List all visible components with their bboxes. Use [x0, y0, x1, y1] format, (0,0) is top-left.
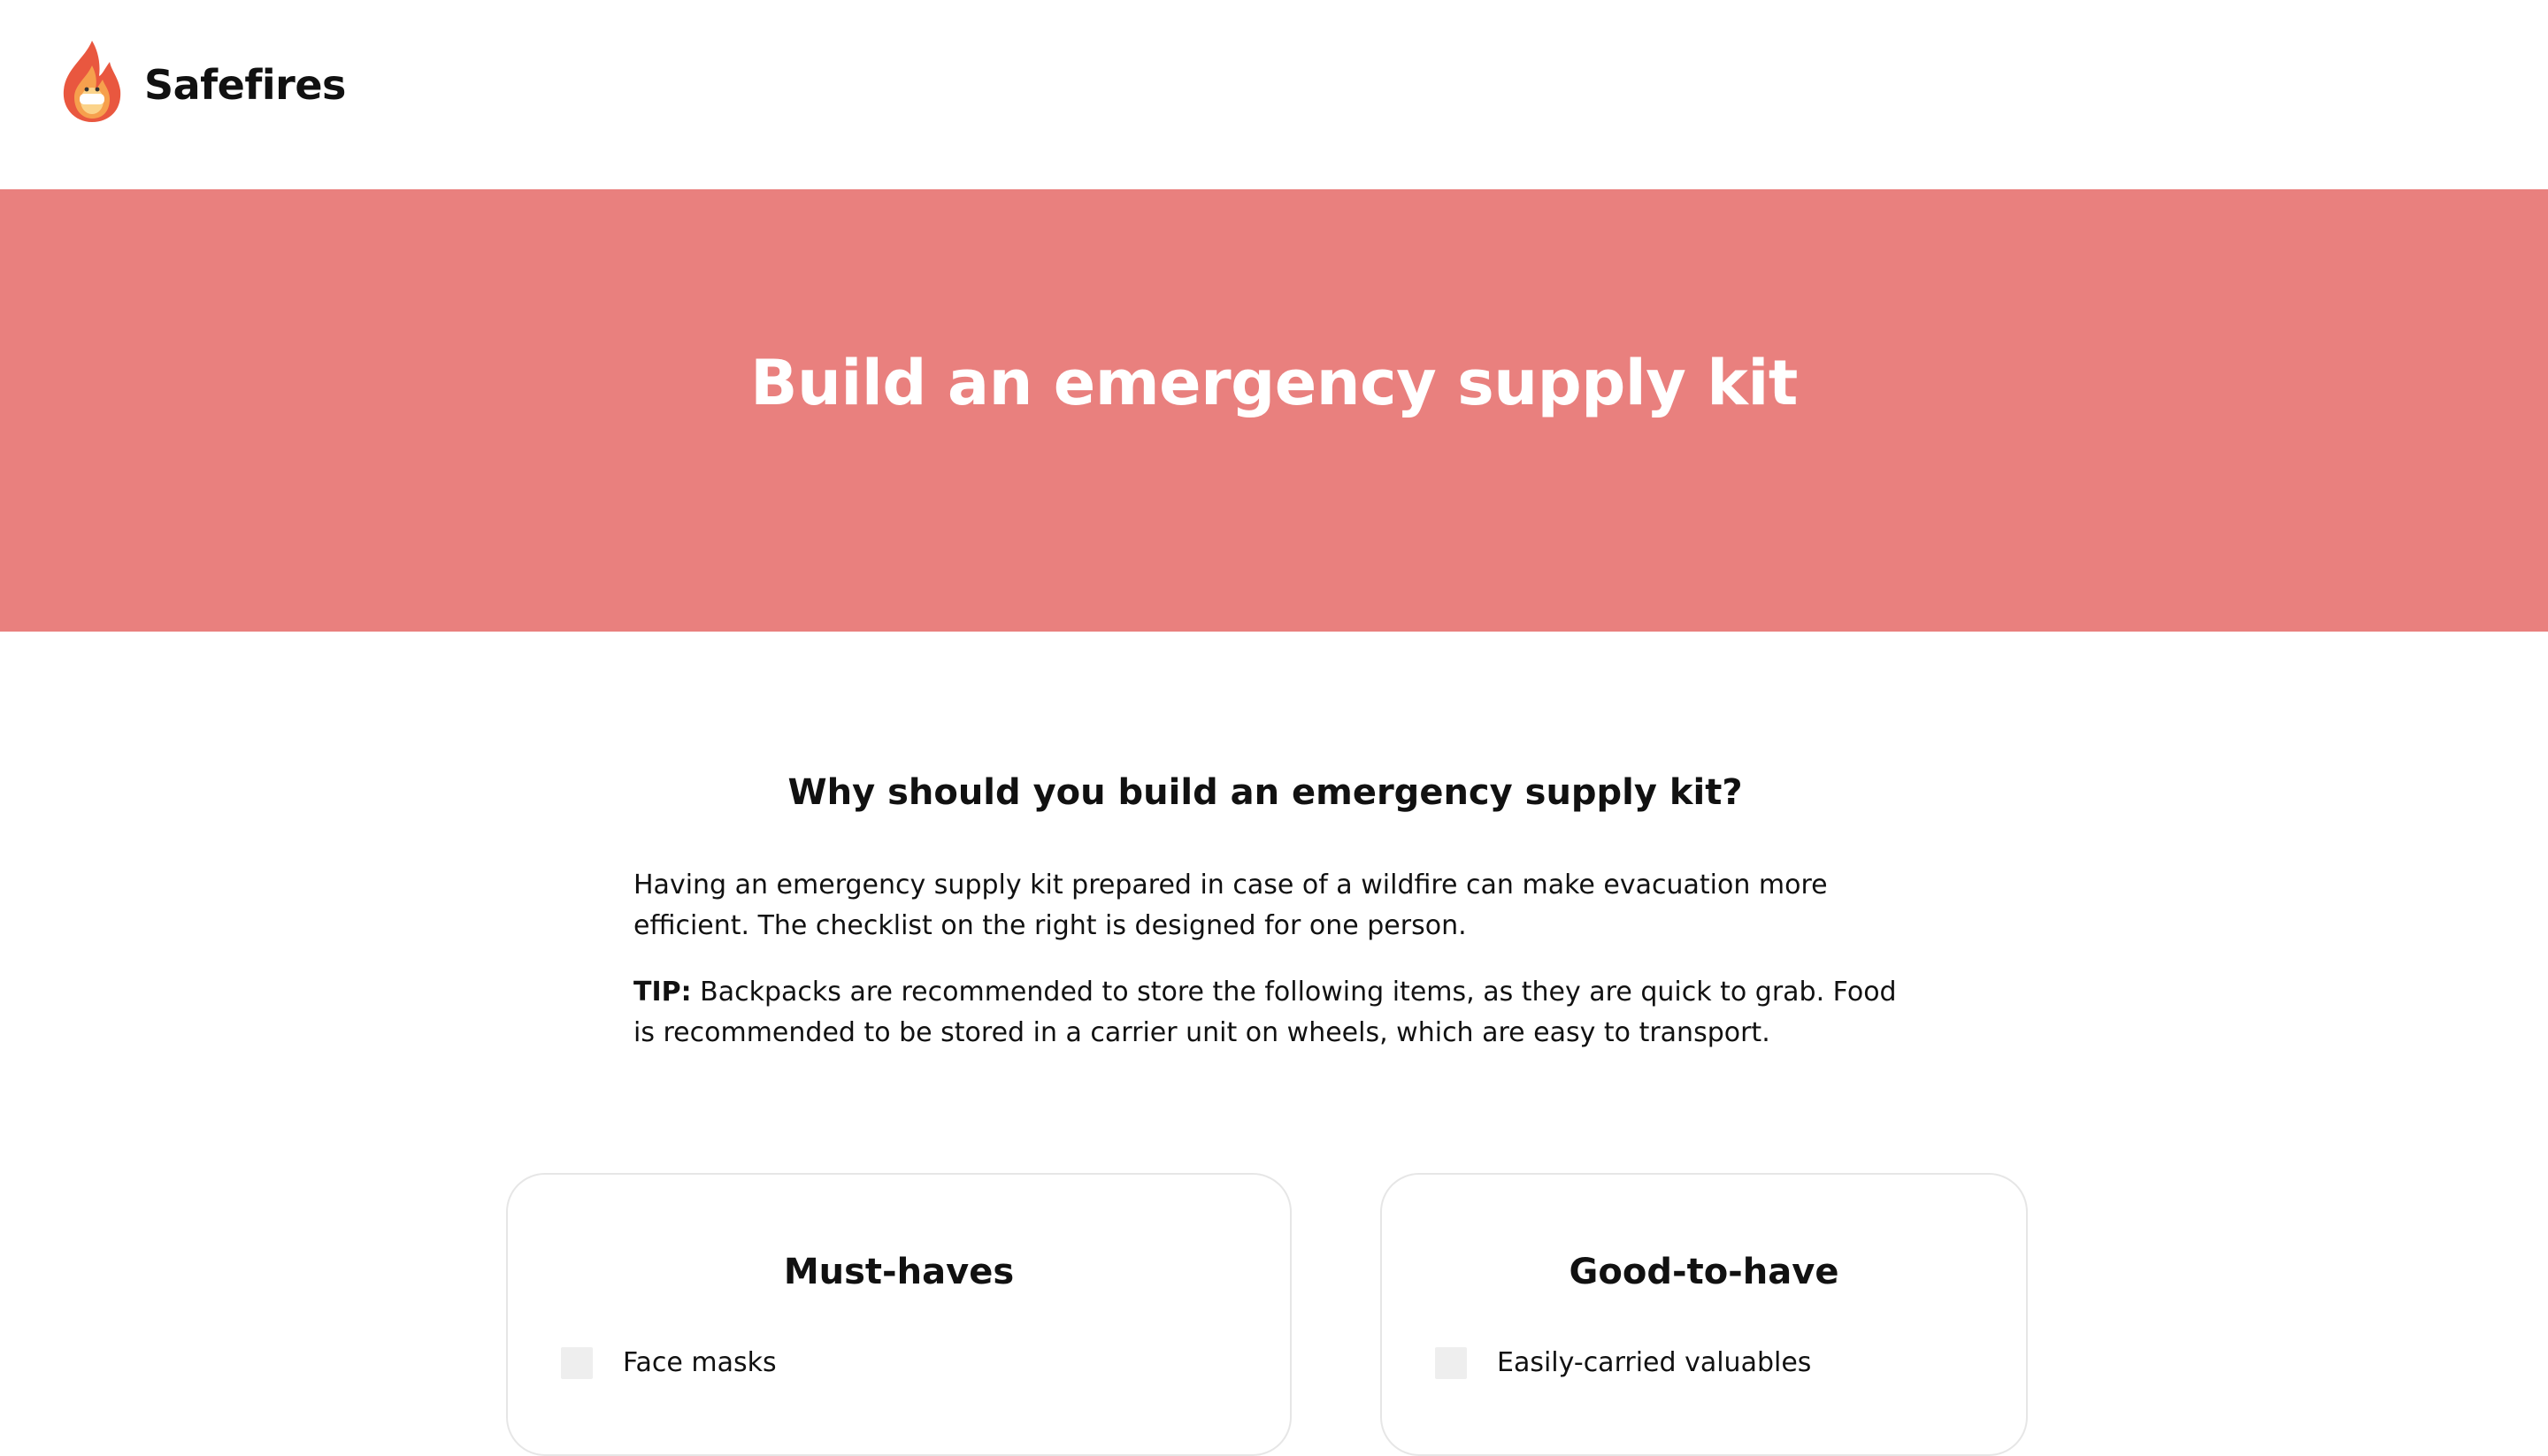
good-to-have-title: Good-to-have [1569, 1252, 1839, 1292]
tip-text: Backpacks are recommended to store the following items, as they are quick to grab. Food is recommended to be stored in a carrier unit on wheels, which are easy to transport. [633, 977, 1897, 1048]
checklist-item[interactable] [561, 1343, 777, 1383]
checklist-item[interactable] [1435, 1343, 1811, 1383]
tip-label: TIP: [633, 977, 692, 1008]
site-header [0, 0, 2548, 189]
checkbox[interactable] [1435, 1347, 1467, 1379]
must-haves-card [506, 1173, 1292, 1456]
flame-mascot-icon[interactable] [58, 39, 126, 124]
good-to-have-card [1380, 1173, 2028, 1456]
checkbox[interactable] [561, 1347, 593, 1379]
checklist-item-label: Face masks [623, 1347, 777, 1378]
why-heading: Why should you build an emergency supply kit? [787, 772, 1743, 813]
hero-banner [0, 189, 2548, 632]
tip-paragraph [633, 972, 1907, 1054]
page-title: Build an emergency supply kit [750, 347, 1798, 419]
checklist-item-label: Easily-carried valuables [1497, 1347, 1812, 1378]
must-haves-title: Must-haves [783, 1252, 1015, 1292]
intro-paragraph: Having an emergency supply kit prepared in case of a wildfire can make evacuation more efficient. The checklist on the right is designed for one person. [633, 870, 1828, 941]
brand-name[interactable]: Safefires [144, 61, 346, 109]
